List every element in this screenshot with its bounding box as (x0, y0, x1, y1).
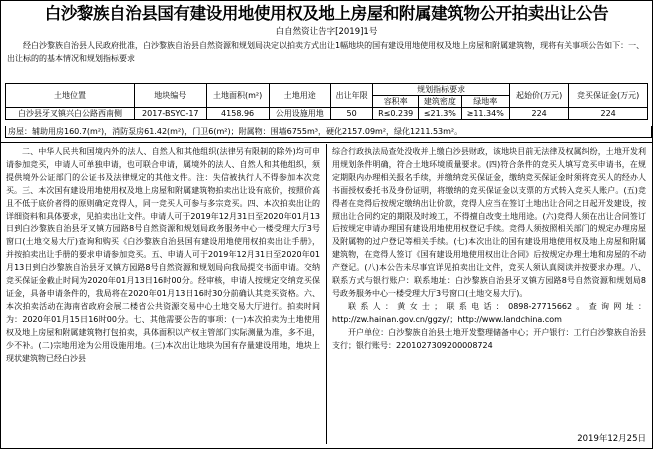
table-header-row (6, 84, 648, 96)
header-land-use: 土地用途 (269, 84, 330, 108)
header-area: 土地面积(m²) (206, 84, 269, 108)
header-building-density: 建筑密度 (419, 96, 461, 108)
document-number: 白自然资让告字[2019]1号 (275, 27, 378, 37)
buildings-summary: 房屋：辅助用房160.7(m²)，消防泵房61.42(m²)，门卫6(m²)；附属物：围墙6755m³，硬化2157.09m²，绿化1211.53m²。 (5, 126, 652, 138)
page-title: 白沙黎族自治县国有建设用地使用权及地上房屋和附属建筑物公开拍卖出让公告 (44, 4, 609, 23)
cell-parcel-number: 2017-BSYC-17 (134, 108, 206, 120)
intro-paragraph: 经白沙黎族自治县人民政府批准，白沙黎族自治县自然资源和规划局决定以拍卖方式出让1幅地块的国有建设用地使用权及地上房屋和附属建筑物，现将有关事项公告如下：一、出让标的的基本情况和规划指标要求 (7, 41, 645, 63)
left-column (6, 146, 320, 365)
cell-deposit: 224 (569, 108, 648, 120)
contact-info: 联系人：黄女士；联系电话：0898-27715662。查询网址：http://zw.hainan.gov.cn/ggzy/；http://www.landchina.com (332, 301, 646, 324)
bank-info: 开户单位：白沙黎族自治县土地开发整理储备中心；开户银行：工行白沙黎族自治县支行；银行账号：2201027309200008724 (332, 327, 646, 350)
cell-green-ratio: ≥11.34% (461, 108, 509, 120)
publish-date: 2019年12月25日 (577, 434, 646, 444)
section-divider (1, 142, 652, 143)
cell-starting-price: 224 (509, 108, 568, 120)
header-planning-requirements: 规划指标要求 (373, 84, 510, 96)
body-paragraph: 二、中华人民共和国境内外的法人、自然人和其他组织(法律另有限制的除外)均可申请参加竞买，申请人可单独申请，也可联合申请，属境外的法人、自然人和其他组织，须提供境外公证部门的公证书及法律规定的其他文件。注：失信被执行人不得参加本次竞买。三、本次国有建设用地使用权及地上房屋和附属建筑物拍卖出让设有底价，按照价高且不低于底价者得的原则确定竞得人，同一竞买人可参与多宗竞买。四、本次拍卖出让的详细资料和具体要求，见拍卖出让文件。申请人可于2019年12月31日至2020年01月13日到白沙黎族自治县牙叉镇方园路8号自然资源和规划局政务服务中心一楼受理大厅3号窗口(土地交易大厅)查询和购买《白沙黎族自治县国有建设用地使用权拍卖出让手册》，并按拍卖出让手册的要求申请参加竞买。五、申请人可于2019年12月31日至2020年01月13日到白沙黎族自治县牙叉镇方园路8号自然资源和规划局向我局提交书面申请。交纳竞买保证金截止时间为2020年01月13日16时00分。经审核，申请人按规定交纳竞买保证金，具备申请条件的，我局将在2020年01月13日16时30分前确认其竞买资格。六、本次拍卖活动在海南省政府会展二楼省公共资源交易中心土地交易大厅进行。拍卖时间为：2020年01月15日16时00分。七、其他需要公告的事项：(一)本次拍卖为土地使用权及地上房屋和附属建筑物打包拍卖，具体面积以产权主管部门实际测量为准，多不退，少不补。(二)宗地用途为公用设施用地。(三)本次出让地块为国有存量建设用地，地块上现状建筑物已经白沙县 (6, 147, 320, 363)
header-location: 土地位置 (6, 84, 135, 108)
header-plot-ratio: 容积率 (373, 96, 419, 108)
cell-plot-ratio: R≤0.239 (373, 108, 419, 120)
header-deposit: 竞买保证金(万元) (569, 84, 648, 108)
column-divider (326, 144, 327, 444)
body-paragraph: 综合行政执法局查处没收并上缴白沙县财政，该地块目前无法律及权属纠纷，土地开发利用规划条件明确，符合土地环境质量要求。(四)符合条件的竞买人填写竞买申请书，在规定期限内办理相关报名手续，并缴纳竞买保证金，缴纳竞买保证金时须将竞买人的经办人书面授权委托书及身份证明，将缴纳的竞买保证金以支票的方式转入竞买人账户。(五)竞得者在竞得后按规定缴纳出让价款，竞得人应当在签订土地出让合同之日起开发建设，按照出让合同约定的期限及时竣工，不得擅自改变土地用途。(六)竞得人须在出让合同签订后按规定申请办理国有建设用地使用权登记手续。竞得人须按照相关部门的规定办理房屋及附属物的过户登记等相关手续。(七)本次出让的国有建设用地使用权及地上房屋和附属建筑物，在竞得人签订《国有建设用地使用权出让合同》后按规定办理土地和房屋的不动产登记。(八)本公告未尽事宜详见拍卖出让文件，竞买人须认真阅读并按要求办理。八、联系方式与银行账户：联系地址：白沙黎族自治县牙叉镇方园路8号自然资源和规划局8号政务服务中心一楼受理大厅3号窗口(土地交易大厅)。 (332, 147, 646, 298)
table-row (6, 108, 648, 120)
cell-location: 白沙县牙叉镇兴白公路西南侧 (6, 108, 135, 120)
cell-area: 4158.96 (206, 108, 269, 120)
parcel-table (5, 83, 648, 120)
header-parcel-number: 地块编号 (134, 84, 206, 108)
cell-land-use: 公用设施用地 (269, 108, 330, 120)
header-starting-price: 起始价(万元) (509, 84, 568, 108)
intro-section (7, 40, 647, 65)
header-green-ratio: 绿地率 (461, 96, 509, 108)
cell-building-density: ≤21.3% (419, 108, 461, 120)
right-column (332, 146, 646, 353)
cell-term: 50 (331, 108, 373, 120)
header-term: 出让年限 (331, 84, 373, 108)
